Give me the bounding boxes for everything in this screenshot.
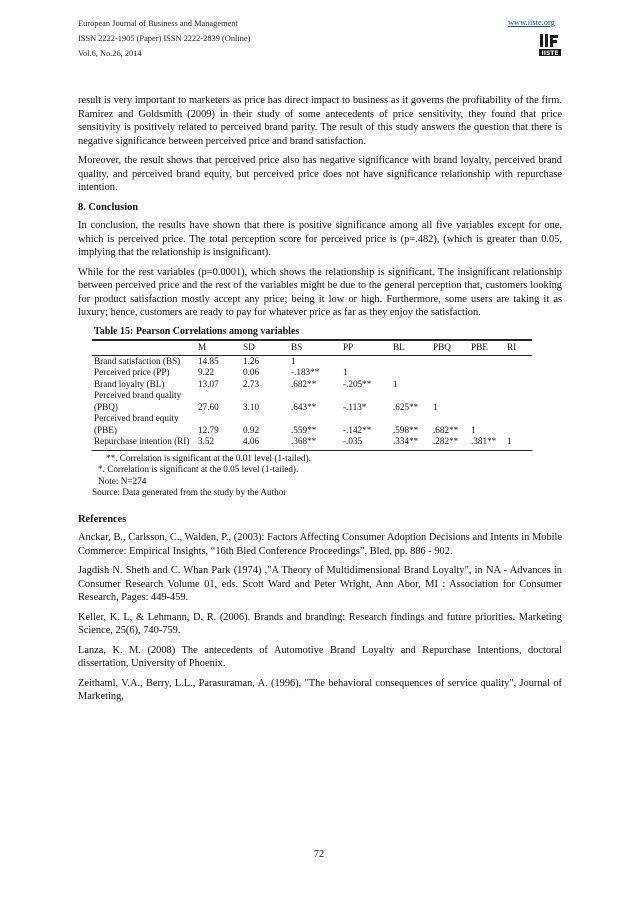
table-cell: 3.52 xyxy=(196,436,241,450)
table-cell: -.035 xyxy=(341,436,391,450)
row-label: Perceived price (PP) xyxy=(94,367,170,377)
table-cell xyxy=(469,367,505,379)
volume-line: Vol.6, No.26, 2014 xyxy=(78,49,142,58)
references-section xyxy=(78,513,562,704)
table-note: Note: N=274 xyxy=(98,475,147,486)
table-cell xyxy=(505,413,532,436)
column-header: PBE xyxy=(469,340,505,355)
table-note: *. Correlation is significant at the 0.05 level (1-tailed). xyxy=(98,464,299,474)
column-header: PP xyxy=(341,340,391,355)
table-cell: -.205** xyxy=(343,378,372,389)
column-header: RI xyxy=(505,340,532,355)
correlation-table xyxy=(92,339,532,451)
row-label: Brand satisfaction (BS) xyxy=(94,355,181,366)
table-row xyxy=(92,355,532,367)
table-cell: 1 xyxy=(393,378,398,389)
table-row xyxy=(92,413,532,436)
table-cell: 4.06 xyxy=(241,436,289,450)
page-body xyxy=(78,94,562,710)
table-row xyxy=(92,436,532,450)
table-row xyxy=(92,379,532,391)
correlation-table-figure xyxy=(92,326,542,499)
table-header-row xyxy=(92,340,532,355)
table-row xyxy=(92,390,532,413)
paragraph: While for the rest variables (p=0.0001), which shows the relationship is significant. The insignificant relationship between perceived price and the rest of the variables might be due to the general perception that, customers looking for product satisfaction mostly accept any price; being it low or high. Furthermore, some users are taking it as luxury; hence, customers are ready to pay for whatever price as far as they enjoy the satisfaction. xyxy=(78,266,562,318)
table-cell: 12.79 xyxy=(198,424,219,435)
paragraph: result is very important to marketers as price has direct impact to business as it governs the profitability of the firm. Ramirez and Goldsmith (2009) in their study of some antecedents of price sensitivity, they found that price sensitivity is positively related to perceived brand parity. The result of this study answers the question that there is negative significance between perceived price and brand satisfaction. xyxy=(78,95,562,147)
reference-item: Jagdish N. Sheth and C. Whan Park (1974) ,"A Theory of Multidimensional Brand Loyalty", in NA - Advances in Consumer Research Volume 01, eds. Scott Ward and Peter Wright, Ann Abor, MI : Association for Consumer Research, Pages: 449-459. xyxy=(78,565,562,603)
references-heading: References xyxy=(78,513,127,525)
column-header: BS xyxy=(289,340,341,355)
table-cell: .682** xyxy=(433,424,459,435)
table-cell: .334** xyxy=(391,436,431,450)
table-row xyxy=(92,367,532,379)
table-cell xyxy=(341,355,391,367)
table-cell: 0.92 xyxy=(243,424,260,435)
reference-item: Anckar, B., Carlsson, C., Walden, P., (2003): Factors Affecting Consumer Adoption Decisions and Intents in Mobile Commerce: Empirical Insights, “16th Bled Conference Proceedings”, Bled, pp. 886 - 902. xyxy=(78,532,562,557)
table-cell xyxy=(469,390,505,413)
table-cell xyxy=(505,379,532,391)
table-cell xyxy=(391,355,431,367)
issn-line: ISSN 2222-1905 (Paper) ISSN 2222-2839 (Online) xyxy=(78,34,251,43)
table-cell: 13.07 xyxy=(198,378,219,389)
table-cell: .598** xyxy=(393,424,419,435)
row-label: Perceived brand equity (PBE) xyxy=(94,413,179,435)
journal-url-link[interactable]: www.iiste.org xyxy=(508,18,555,27)
page-number: 72 xyxy=(313,849,325,860)
table-cell: .625** xyxy=(393,401,419,412)
table-cell: 1.26 xyxy=(243,355,260,366)
row-label: Repurchase intention (RI) xyxy=(92,436,196,450)
reference-item: Lanza, K. M. (2008) The antecedents of Automotive Brand Loyalty and Repurchase Intentions, doctoral dissertation, University of Phoenix. xyxy=(78,644,562,669)
table-cell: .682** xyxy=(291,378,317,389)
column-header xyxy=(92,340,196,355)
table-cell: -.142** xyxy=(343,424,372,435)
table-cell: .559** xyxy=(291,424,317,435)
table-caption: Table 15: Pearson Correlations among variables xyxy=(94,325,300,337)
reference-item: Zeithaml, V.A., Berry, L.L., Parasuraman, A. (1996), "The behavioral consequences of service quality", Journal of Marketing, xyxy=(78,677,562,702)
table-cell: 9.22 xyxy=(198,367,215,377)
table-cell xyxy=(391,367,431,379)
table-cell: 1 xyxy=(505,436,532,450)
paragraph: In conclusion, the results have shown that there is positive significance among all five variables except for one, which is perceived price. The total perception score for perceived price is (p=.482), (which is greater than 0.05, implying that the relationship is insignificant). xyxy=(78,220,562,258)
table-cell xyxy=(431,379,469,391)
table-cell: 14.85 xyxy=(198,355,219,366)
reference-item: Keller, K. L, & Lehmann, D. R. (2006). Brands and branding: Research findings and future priorities. Marketing Science, 25(6), 740-759. xyxy=(78,611,562,636)
table-note: **. Correlation is significant at the 0.01 level (1-tailed). xyxy=(106,452,311,463)
column-header: PBQ xyxy=(431,340,469,355)
table-source: Source: Data generated from the study by the Author xyxy=(92,487,287,497)
table-cell xyxy=(431,367,469,379)
iiste-logo-icon xyxy=(538,31,562,57)
table-cell xyxy=(469,355,505,367)
section-heading-conclusion: 8. Conclusion xyxy=(78,201,139,213)
row-label: Brand loyalty (BL) xyxy=(94,378,165,389)
table-cell: 1 xyxy=(471,424,476,435)
table-cell xyxy=(505,390,532,413)
table-cell: .368** xyxy=(289,436,341,450)
table-notes xyxy=(92,453,542,499)
table-cell xyxy=(469,379,505,391)
table-cell xyxy=(505,355,532,367)
table-cell: 1 xyxy=(433,401,438,412)
table-cell xyxy=(505,367,532,379)
table-cell: 1 xyxy=(291,355,296,366)
table-cell: 3.10 xyxy=(243,401,260,412)
table-cell: 0.06 xyxy=(243,367,260,377)
table-cell xyxy=(431,355,469,367)
logo-text: IISTE xyxy=(541,50,559,57)
column-header: SD xyxy=(241,340,289,355)
table-cell: 27.60 xyxy=(198,401,219,412)
table-cell: 2.73 xyxy=(243,378,260,389)
table-cell: .381** xyxy=(469,436,505,450)
column-header: BL xyxy=(391,340,431,355)
paragraph: Moreover, the result shows that perceived price also has negative significance with brand loyalty, perceived brand quality, and perceived brand equity, but perceived price does not have significance relationship with repurchase intention. xyxy=(78,155,562,193)
table-cell: -.183** xyxy=(291,367,320,377)
column-header: M xyxy=(196,340,241,355)
journal-title: European Journal of Business and Management xyxy=(78,19,238,28)
table-cell: 1 xyxy=(343,367,348,377)
table-cell: .282** xyxy=(431,436,469,450)
table-cell: .643** xyxy=(291,401,317,412)
table-cell: -.113* xyxy=(343,401,367,412)
row-label: Perceived brand quality (PBQ) xyxy=(94,390,182,412)
